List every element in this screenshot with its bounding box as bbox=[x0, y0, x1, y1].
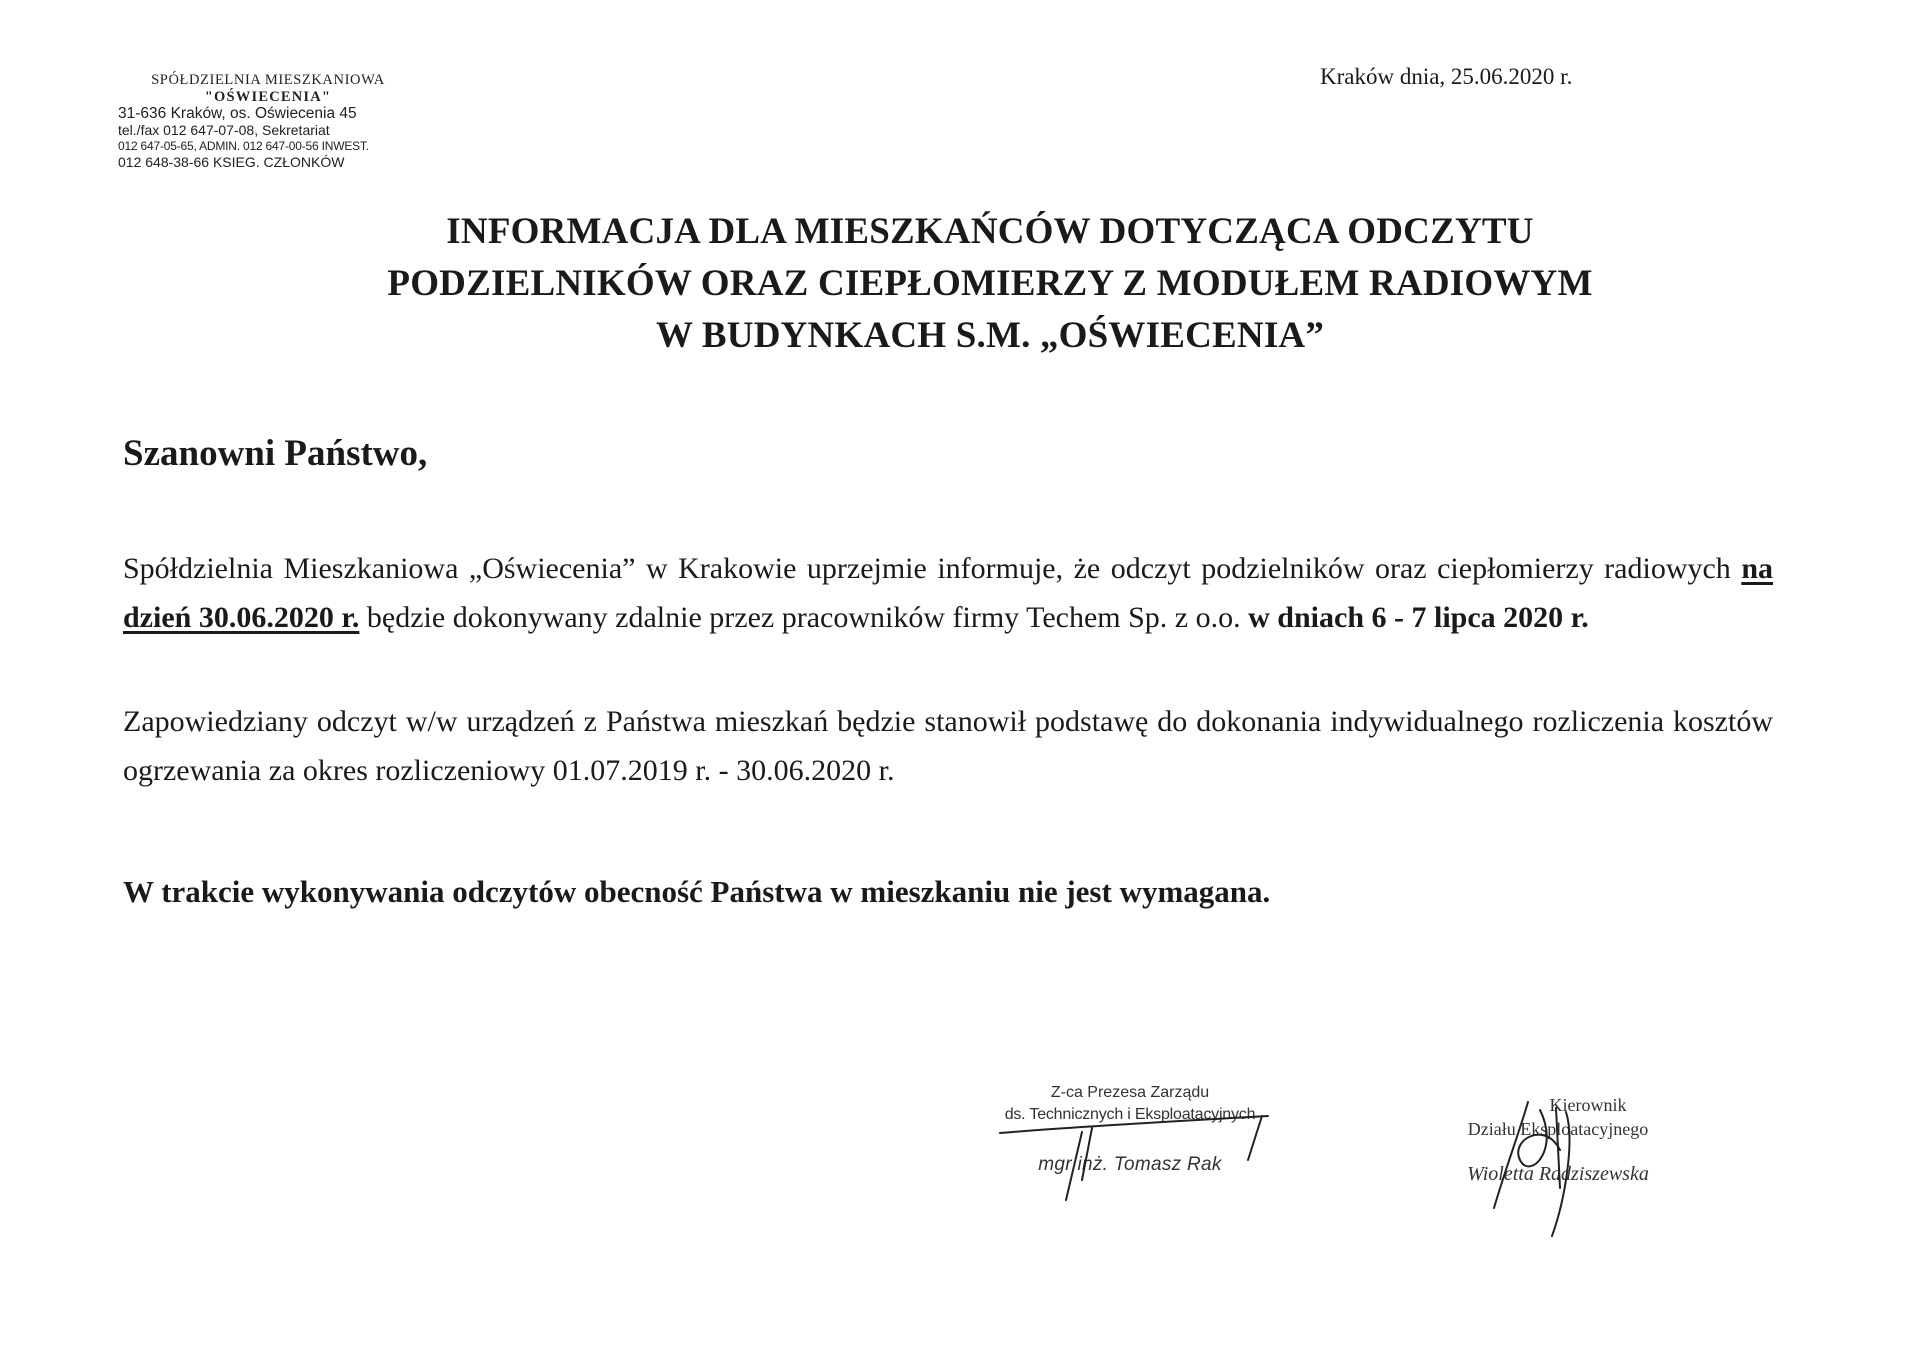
paragraph-2: Zapowiedziany odczyt w/w urządzeń z Państwa mieszkań będzie stanowił podstawę do dokonania indywidualnego rozliczenia kosztów ogrzewania za okres rozliczeniowy 01.07.2019 r. - 30.06.2020 r. bbox=[123, 705, 1773, 787]
stamp-phone1: tel./fax 012 647-07-08, Sekretariat bbox=[118, 122, 330, 138]
stamp-org-line1: SPÓŁDZIELNIA MIESZKANIOWA bbox=[151, 72, 385, 88]
title-line1: INFORMACJA DLA MIESZKAŃCÓW DOTYCZĄCA ODCZYTU bbox=[446, 211, 1534, 252]
stamp-address: 31-636 Kraków, os. Oświecenia 45 bbox=[118, 105, 357, 122]
paragraph-1-reading-days: w dniach 6 - 7 lipca 2020 r. bbox=[1248, 601, 1589, 634]
document-date: Kraków dnia, 25.06.2020 r. bbox=[1320, 64, 1573, 89]
signature-right-role2: Działu Eksploatacyjnego bbox=[1467, 1119, 1649, 1139]
stamp-phone2: 012 647-05-65, ADMIN. 012 647-00-56 INWEST. bbox=[118, 139, 369, 153]
title-line3: W BUDYNKACH S.M. „OŚWIECENIA” bbox=[655, 315, 1325, 356]
stamp-phone3: 012 648-38-66 KSIEG. CZŁONKÓW bbox=[118, 154, 345, 170]
signature-block-left bbox=[970, 1082, 1290, 1176]
document-title bbox=[250, 206, 1730, 362]
notice: W trakcie wykonywania odczytów obecność Państwa w mieszkaniu nie jest wymagana. bbox=[123, 874, 1271, 909]
signature-right-name: Wioletta Radziszewska bbox=[1467, 1163, 1649, 1185]
paragraph-1-text-a: Spółdzielnia Mieszkaniowa „Oświecenia” w Krakowie uprzejmie informuje, że odczyt podzielników oraz ciepłomierzy radiowych bbox=[123, 552, 1742, 585]
signature-left-name: mgr inż. Tomasz Rak bbox=[1038, 1154, 1222, 1175]
signature-left-role1: Z-ca Prezesa Zarządu bbox=[1050, 1084, 1210, 1101]
title-line2: PODZIELNIKÓW ORAZ CIEPŁOMIERZY Z MODUŁEM RADIOWYM bbox=[387, 263, 1593, 304]
signature-left-role2: ds. Technicznych i Eksploatacyjnych bbox=[1004, 1106, 1256, 1123]
paragraph-1-reading-date: na dzień 30.06.2020 r. bbox=[123, 552, 1773, 634]
paragraph-1 bbox=[123, 544, 1773, 642]
stamp-org-name: "OŚWIECENIA" bbox=[204, 89, 332, 105]
signature-right-role1: Kierownik bbox=[1549, 1095, 1627, 1115]
organization-stamp bbox=[118, 72, 418, 171]
signature-block-right bbox=[1428, 1093, 1688, 1186]
paragraph-1-text-c: będzie dokonywany zdalnie przez pracowników firmy Techem Sp. z o.o. bbox=[359, 601, 1249, 634]
greeting: Szanowni Państwo, bbox=[123, 433, 428, 474]
